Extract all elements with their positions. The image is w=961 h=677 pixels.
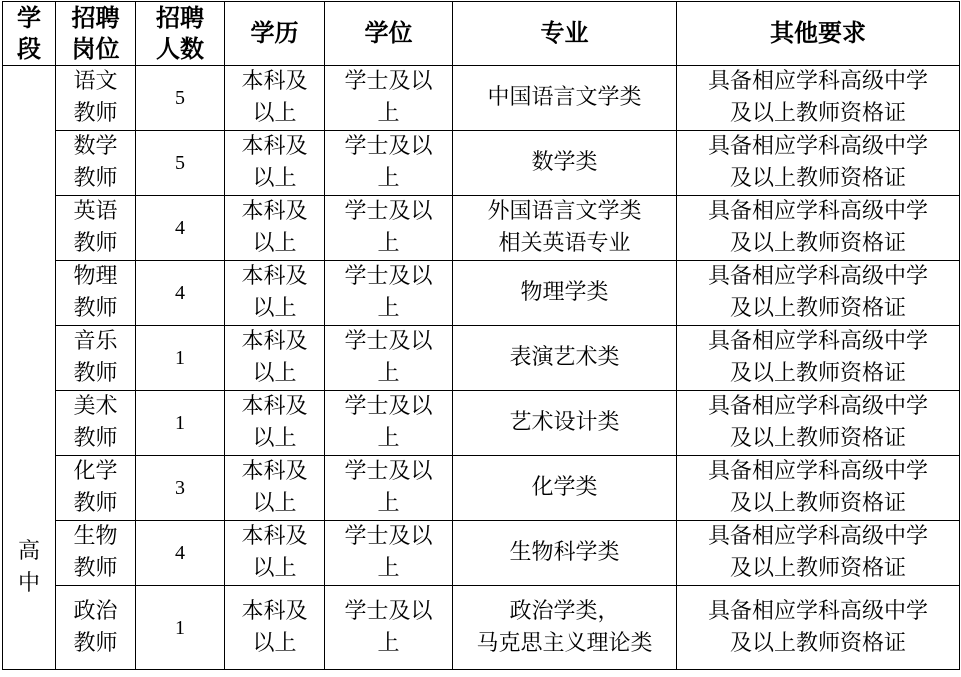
position-cell: 化学 教师 <box>56 456 136 521</box>
degree-cell: 学士及以 上 <box>325 196 453 261</box>
education-cell: 本科及 以上 <box>225 456 325 521</box>
other-requirements-cell: 具备相应学科高级中学 及以上教师资格证 <box>677 261 960 326</box>
position-cell: 数学 教师 <box>56 131 136 196</box>
other-requirements-cell: 具备相应学科高级中学 及以上教师资格证 <box>677 131 960 196</box>
table-body <box>3 66 960 670</box>
education-cell: 本科及 以上 <box>225 391 325 456</box>
count-cell: 4 <box>136 521 225 586</box>
header-row <box>3 2 960 66</box>
degree-cell: 学士及以 上 <box>325 326 453 391</box>
major-cell: 数学类 <box>453 131 677 196</box>
major-cell: 化学类 <box>453 456 677 521</box>
other-requirements-cell: 具备相应学科高级中学 及以上教师资格证 <box>677 66 960 131</box>
degree-cell: 学士及以 上 <box>325 66 453 131</box>
position-cell: 音乐 教师 <box>56 326 136 391</box>
degree-cell: 学士及以 上 <box>325 131 453 196</box>
major-cell: 生物科学类 <box>453 521 677 586</box>
table-row <box>3 66 960 131</box>
header-education: 学历 <box>225 2 325 66</box>
position-cell: 英语 教师 <box>56 196 136 261</box>
table-row <box>3 196 960 261</box>
recruitment-table <box>2 1 960 670</box>
other-requirements-cell: 具备相应学科高级中学 及以上教师资格证 <box>677 196 960 261</box>
count-cell: 4 <box>136 261 225 326</box>
major-cell: 中国语言文学类 <box>453 66 677 131</box>
education-cell: 本科及 以上 <box>225 66 325 131</box>
degree-cell: 学士及以 上 <box>325 456 453 521</box>
count-cell: 5 <box>136 66 225 131</box>
count-cell: 1 <box>136 391 225 456</box>
education-cell: 本科及 以上 <box>225 586 325 670</box>
major-cell: 外国语言文学类 相关英语专业 <box>453 196 677 261</box>
major-cell: 表演艺术类 <box>453 326 677 391</box>
education-cell: 本科及 以上 <box>225 326 325 391</box>
header-other-requirements: 其他要求 <box>677 2 960 66</box>
table-row <box>3 391 960 456</box>
count-cell: 3 <box>136 456 225 521</box>
education-cell: 本科及 以上 <box>225 521 325 586</box>
count-cell: 1 <box>136 326 225 391</box>
other-requirements-cell: 具备相应学科高级中学 及以上教师资格证 <box>677 391 960 456</box>
position-cell: 美术 教师 <box>56 391 136 456</box>
position-cell: 物理 教师 <box>56 261 136 326</box>
count-cell: 1 <box>136 586 225 670</box>
position-cell: 政治 教师 <box>56 586 136 670</box>
table-row <box>3 131 960 196</box>
major-cell: 政治学类， 马克思主义理论类 <box>453 586 677 670</box>
table-row <box>3 326 960 391</box>
position-cell: 语文 教师 <box>56 66 136 131</box>
header-major: 专业 <box>453 2 677 66</box>
degree-cell: 学士及以 上 <box>325 261 453 326</box>
table-row <box>3 261 960 326</box>
header-stage: 学 段 <box>3 2 56 66</box>
major-cell: 艺术设计类 <box>453 391 677 456</box>
table-row <box>3 586 960 670</box>
header-position: 招聘 岗位 <box>56 2 136 66</box>
major-cell: 物理学类 <box>453 261 677 326</box>
degree-cell: 学士及以 上 <box>325 521 453 586</box>
table-row <box>3 456 960 521</box>
header-degree: 学位 <box>325 2 453 66</box>
other-requirements-cell: 具备相应学科高级中学 及以上教师资格证 <box>677 521 960 586</box>
count-cell: 4 <box>136 196 225 261</box>
education-cell: 本科及 以上 <box>225 261 325 326</box>
position-cell: 生物 教师 <box>56 521 136 586</box>
other-requirements-cell: 具备相应学科高级中学 及以上教师资格证 <box>677 586 960 670</box>
degree-cell: 学士及以 上 <box>325 391 453 456</box>
table-row <box>3 521 960 586</box>
count-cell: 5 <box>136 131 225 196</box>
degree-cell: 学士及以 上 <box>325 586 453 670</box>
education-cell: 本科及 以上 <box>225 131 325 196</box>
education-cell: 本科及 以上 <box>225 196 325 261</box>
header-count: 招聘 人数 <box>136 2 225 66</box>
other-requirements-cell: 具备相应学科高级中学 及以上教师资格证 <box>677 326 960 391</box>
other-requirements-cell: 具备相应学科高级中学 及以上教师资格证 <box>677 456 960 521</box>
stage-cell: 高 中 <box>3 66 56 670</box>
